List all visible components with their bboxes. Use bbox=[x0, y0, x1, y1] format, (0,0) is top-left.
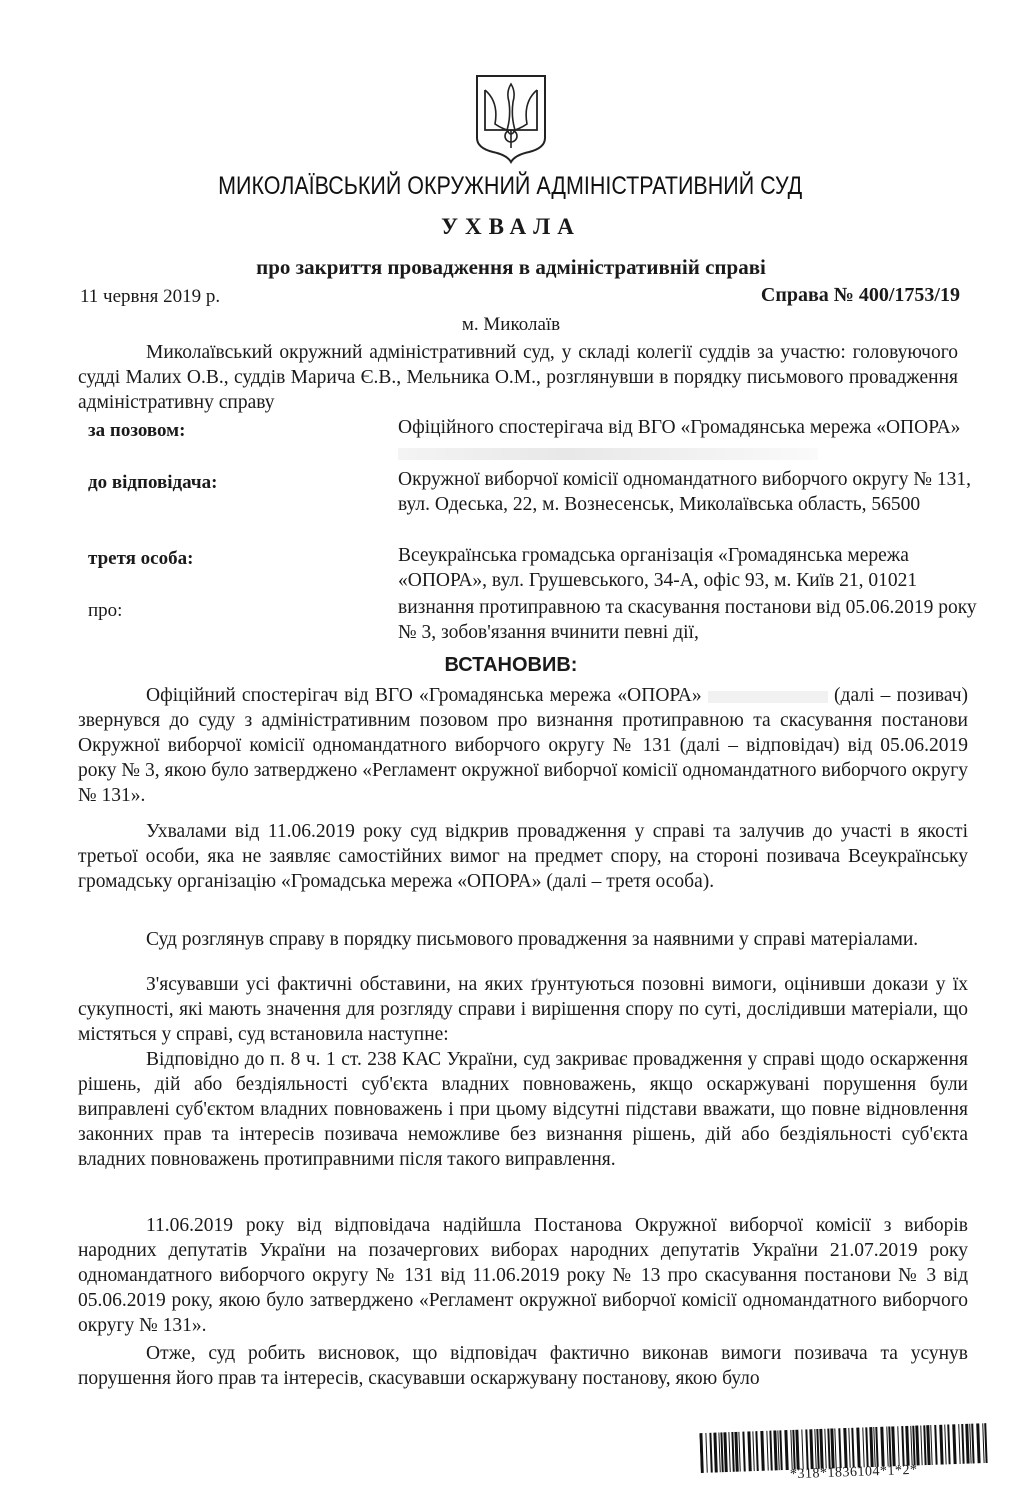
barcode-bar bbox=[873, 1427, 875, 1467]
barcode-bar bbox=[965, 1424, 969, 1464]
barcode-bar bbox=[718, 1432, 720, 1472]
barcode-bar bbox=[752, 1431, 754, 1471]
barcode-bar bbox=[952, 1424, 956, 1464]
barcode-bar bbox=[773, 1430, 777, 1470]
barcode-bar bbox=[809, 1429, 813, 1469]
barcode-bar bbox=[939, 1425, 943, 1465]
barcode-bar bbox=[944, 1424, 946, 1464]
barcode-bar bbox=[784, 1430, 788, 1470]
barcode-bar bbox=[827, 1429, 830, 1469]
case-number: Справа № 400/1753/19 bbox=[760, 284, 960, 306]
barcode-bar bbox=[862, 1427, 864, 1467]
barcode-bar bbox=[891, 1426, 895, 1466]
barcode-bar bbox=[755, 1431, 758, 1471]
barcode-bar bbox=[742, 1432, 745, 1472]
redacted-name bbox=[398, 448, 818, 460]
barcode-bar bbox=[790, 1430, 792, 1470]
barcode-bar bbox=[824, 1429, 826, 1469]
barcode-bar bbox=[923, 1425, 926, 1465]
barcode-bar bbox=[969, 1424, 971, 1464]
court-name: МИКОЛАЇВСЬКИЙ ОКРУЖНИЙ АДМІНІСТРАТИВНИЙ СУД bbox=[218, 172, 803, 200]
party-label-subject: про: bbox=[88, 600, 123, 621]
claim-text-end: (далі – позивач) звернувся до суду з адміністративним позовом про визнання протиправною та скасування постанови Окружної виборчої комісії одномандатного виборчого округу № 131 (далі – відповідач) від 05.06.2019 року № 3, якою було затверджено «Регламент окружної виборчої комісії одномандатного виборчого округу № 131». bbox=[78, 685, 969, 806]
party-label-third-party: третя особа: bbox=[88, 548, 194, 569]
barcode-bar bbox=[976, 1423, 980, 1463]
barcode-bar bbox=[819, 1429, 823, 1469]
barcode-bar bbox=[886, 1427, 888, 1467]
barcode-bar bbox=[792, 1430, 795, 1470]
coat-of-arms-icon bbox=[471, 72, 551, 164]
paragraph-claim bbox=[78, 683, 968, 808]
barcode-bar bbox=[801, 1429, 803, 1469]
barcode-bar bbox=[920, 1425, 922, 1465]
barcode-bar bbox=[713, 1432, 717, 1472]
party-value-third-party: Всеукраїнська громадська організація «Громадянська мережа «ОПОРА», вул. Грушевського, 34-А, офіс 93, м. Київ 21, 01021 bbox=[398, 545, 918, 591]
barcode-bar bbox=[905, 1426, 909, 1466]
barcode-bar bbox=[888, 1426, 891, 1466]
barcode-bar bbox=[901, 1426, 904, 1466]
paragraph-resolution: 11.06.2019 року від відповідача надійшла Постанова Окружної виборчої комісії з виборів народних депутатів України на позачергових виборах народних депутатів України 21.07.2019 року одномандатного виборчого округу № 131 від 11.06.2019 року № 13 про скасування постанови № 3 від 05.06.2019 року, якою було затверджено «Регламент окружної виборчої комісії одномандатного виборчого округу № 131». bbox=[78, 1215, 968, 1336]
barcode-bar bbox=[848, 1428, 850, 1468]
barcode-bar bbox=[816, 1429, 819, 1469]
barcode-bar bbox=[728, 1432, 730, 1472]
claim-text-start: Офіційний спостерігач від ВГО «Громадянська мережа «ОПОРА» bbox=[146, 685, 702, 706]
barcode-bar bbox=[699, 1433, 703, 1473]
party-value-plaintiff bbox=[398, 415, 988, 465]
barcode-bar bbox=[958, 1424, 960, 1464]
document-subtitle: про закриття провадження в адміністративній справі bbox=[256, 255, 766, 279]
intro-paragraph: Миколаївський окружний адміністративний суд, у складі колегії суддів за участю: головуючого судді Малих О.В., суддів Марича Є.В., Мельника О.М., розглянувши в порядку письмового провадження адміністративну справу bbox=[78, 342, 958, 413]
barcode-bar bbox=[934, 1425, 937, 1465]
barcode-bar bbox=[760, 1431, 764, 1471]
party-label-plaintiff: за позовом: bbox=[88, 420, 186, 441]
barcode-bar bbox=[880, 1427, 884, 1467]
barcode-bar bbox=[984, 1423, 987, 1463]
barcode-bar bbox=[795, 1430, 799, 1470]
barcode-bar bbox=[769, 1431, 772, 1471]
barcode-bar bbox=[747, 1431, 751, 1471]
barcode-bar bbox=[805, 1429, 808, 1469]
barcode-bar bbox=[910, 1426, 912, 1466]
barcode-bar bbox=[947, 1424, 950, 1464]
barcode-bar bbox=[734, 1432, 738, 1472]
barcode-bar bbox=[838, 1428, 841, 1468]
barcode-bar bbox=[930, 1425, 932, 1465]
barcode-bar bbox=[961, 1424, 964, 1464]
barcode-bar bbox=[723, 1432, 727, 1472]
barcode-number: *318*1836104*1*2* bbox=[789, 1462, 918, 1483]
paragraph-review: Суд розглянув справу в порядку письмового провадження за наявними у справі матеріалами. bbox=[146, 929, 919, 950]
barcode-bar bbox=[779, 1430, 782, 1470]
barcode-bar bbox=[971, 1424, 974, 1464]
party-label-defendant: до відповідача: bbox=[88, 472, 218, 493]
barcode-bar bbox=[830, 1428, 834, 1468]
barcode-bar bbox=[720, 1432, 723, 1472]
barcode-bar bbox=[766, 1431, 768, 1471]
barcode-bar bbox=[982, 1423, 984, 1463]
city: м. Миколаїв bbox=[461, 314, 561, 335]
barcode-bar bbox=[705, 1433, 707, 1473]
barcode-bar bbox=[777, 1430, 779, 1470]
barcode-bar bbox=[843, 1428, 847, 1468]
document-type: УХВАЛА bbox=[441, 214, 581, 239]
barcode-bar bbox=[912, 1426, 915, 1466]
barcode-bar bbox=[869, 1427, 873, 1467]
barcode-bar bbox=[851, 1428, 854, 1468]
barcode-bar bbox=[856, 1427, 860, 1467]
barcode-bar bbox=[814, 1429, 816, 1469]
barcode-bar bbox=[738, 1432, 740, 1472]
barcode-bar bbox=[709, 1433, 712, 1473]
barcode-bar bbox=[834, 1428, 836, 1468]
barcode-bar bbox=[865, 1427, 868, 1467]
barcode-bar bbox=[926, 1425, 930, 1465]
ruling-date: 11 червня 2019 р. bbox=[80, 286, 221, 307]
party-value-defendant: Окружної виборчої комісії одномандатного виборчого округу № 131, вул. Одеська, 22, м. Вознесенськ, Миколаївська область, 56500 bbox=[398, 469, 972, 515]
redacted-name bbox=[708, 691, 828, 703]
barcode-bar bbox=[731, 1432, 734, 1472]
section-heading: ВСТАНОВИВ: bbox=[444, 654, 578, 676]
paragraph-law: Відповідно до п. 8 ч. 1 ст. 238 КАС України, суд закриває провадження у справі щодо оскарження рішень, дій або бездіяльності суб'єкта владних повноважень, якщо оскаржувані порушення були виправлені суб'єктом владних повноважень і при цьому відсутні підстави вважати, що повне відновлення законних прав та інтересів позивача неможливе без визнання рішень, дій або бездіяльності суб'єкта владних повноважень протиправними після такого виправлення. bbox=[78, 1049, 968, 1170]
paragraph-conclusion: Отже, суд робить висновок, що відповідач фактично виконав вимоги позивача та усунув порушення його прав та інтересів, скасувавши оскаржувану постанову, якою було bbox=[78, 1343, 968, 1389]
barcode-bar bbox=[915, 1425, 919, 1465]
paragraph-findings: З'ясувавши усі фактичні обставини, на яких ґрунтуються позовні вимоги, оцінивши докази у їх сукупності, які мають значення для розгляду справи і вирішення спору по суті, дослідивши матеріали, що містяться у справі, суд встановила наступне: bbox=[78, 974, 968, 1045]
party-value-subject: визнання протиправною та скасування постанови від 05.06.2019 року № 3, зобов'язання вчинити певні дії, bbox=[398, 597, 977, 643]
barcode-bar bbox=[897, 1426, 899, 1466]
plaintiff-text: Офіційного спостерігача від ВГО «Громадянська мережа «ОПОРА» bbox=[398, 417, 961, 438]
barcode-bar bbox=[875, 1427, 878, 1467]
paragraph-proceedings: Ухвалами від 11.06.2019 року суд відкрив провадження у справі та залучив до участі в якості третьої особи, яка не заявляє самостійних вимог на предмет спору, на стороні позивача Всеукраїнську громадську організацію «Громадська мережа «ОПОРА» (далі – третя особа). bbox=[78, 821, 968, 892]
